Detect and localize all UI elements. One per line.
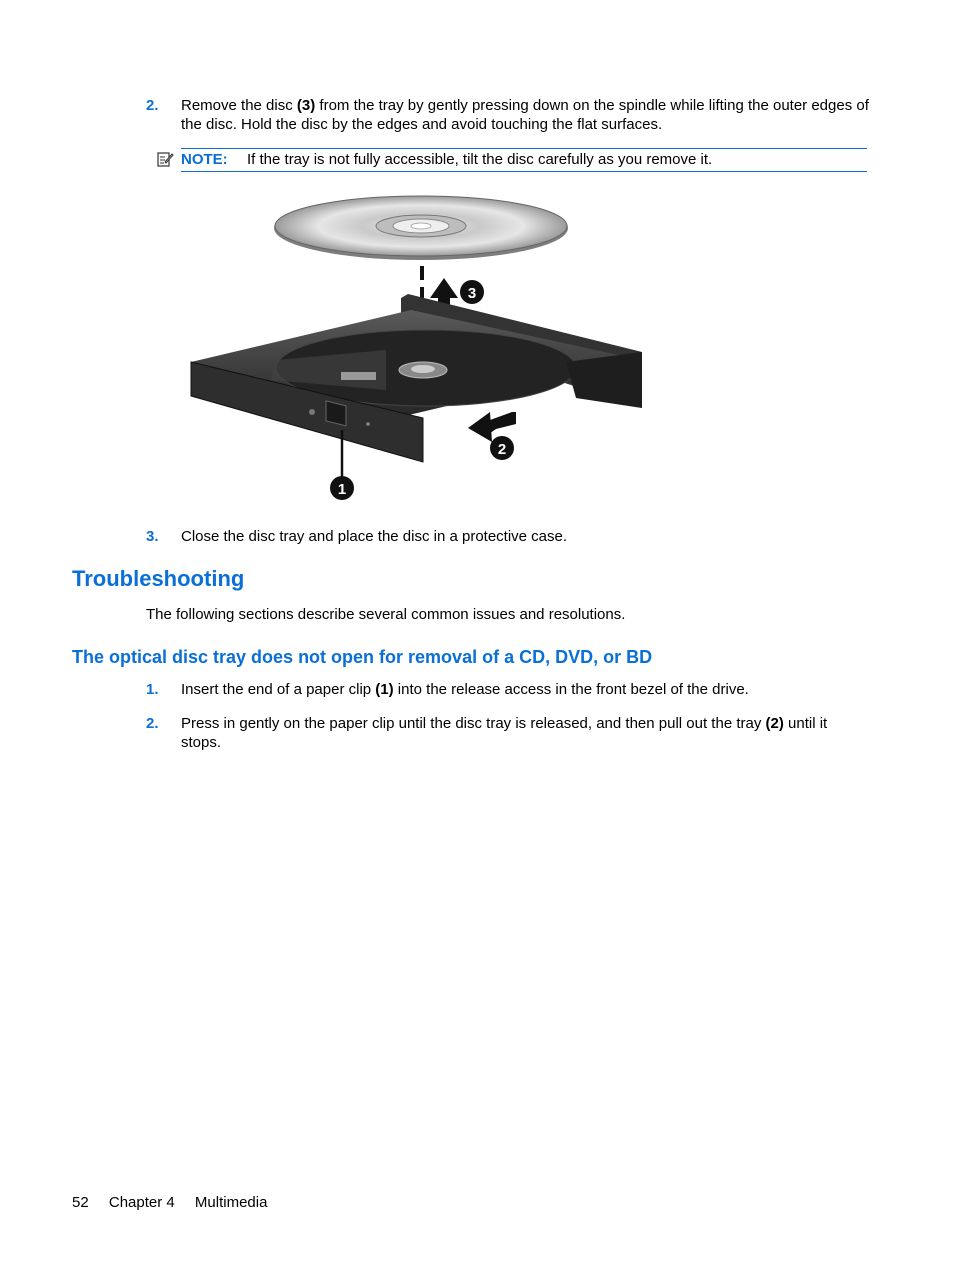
callout-2 xyxy=(490,436,514,460)
subsection-title: The optical disc tray does not open for removal of a CD, DVD, or BD xyxy=(72,647,653,667)
section-title: Troubleshooting xyxy=(72,566,245,591)
step-bold-ref: (3) xyxy=(296,97,316,114)
note-label: NOTE: xyxy=(181,151,228,168)
step-text xyxy=(181,714,869,752)
page-number: 52 xyxy=(72,1194,89,1211)
pull-arrow xyxy=(468,412,516,442)
drive-tray xyxy=(191,294,642,462)
step-text-part: until it stops. xyxy=(181,715,828,751)
step-text xyxy=(181,680,869,699)
note-box xyxy=(181,148,867,172)
callout-1-label: 1 xyxy=(337,481,347,498)
chapter-title: Multimedia xyxy=(194,1194,268,1211)
step-text: Close the disc tray and place the disc in a protective case. xyxy=(181,528,568,545)
chapter-label: Chapter 4 xyxy=(108,1194,175,1211)
step-text-part: Remove the disc xyxy=(181,97,297,114)
callout-2-label: 2 xyxy=(497,441,507,458)
step-bold-ref: (1) xyxy=(375,681,394,698)
disc xyxy=(274,196,568,260)
note-text: If the tray is not fully accessible, tilt the disc carefully as you remove it. xyxy=(247,151,713,168)
page-footer xyxy=(72,1193,283,1212)
step-number: 2. xyxy=(146,715,159,732)
disc-tray-illustration xyxy=(186,190,656,506)
step-number: 1. xyxy=(146,681,159,698)
step-text-part: Press in gently on the paper clip until the disc tray is released, and then pull out the tray xyxy=(181,715,766,732)
step-text-part: Insert the end of a paper clip xyxy=(181,681,376,698)
callout-3-label: 3 xyxy=(467,285,477,302)
section-intro: The following sections describe several common issues and resolutions. xyxy=(146,606,626,623)
callout-3 xyxy=(460,280,484,304)
step-text-part: into the release access in the front bezel of the drive. xyxy=(393,681,749,698)
step-number: 3. xyxy=(146,528,159,545)
step-text-part: from the tray by gently pressing down on the spindle while lifting the outer edges of the disc. Hold the disc by the edges and avoid touching the flat surfaces. xyxy=(181,97,869,133)
note-pencil-icon xyxy=(156,150,174,168)
callout-1 xyxy=(330,476,354,500)
step-bold-ref: (2) xyxy=(765,715,784,732)
step-number: 2. xyxy=(146,97,159,114)
step-text xyxy=(181,96,869,134)
